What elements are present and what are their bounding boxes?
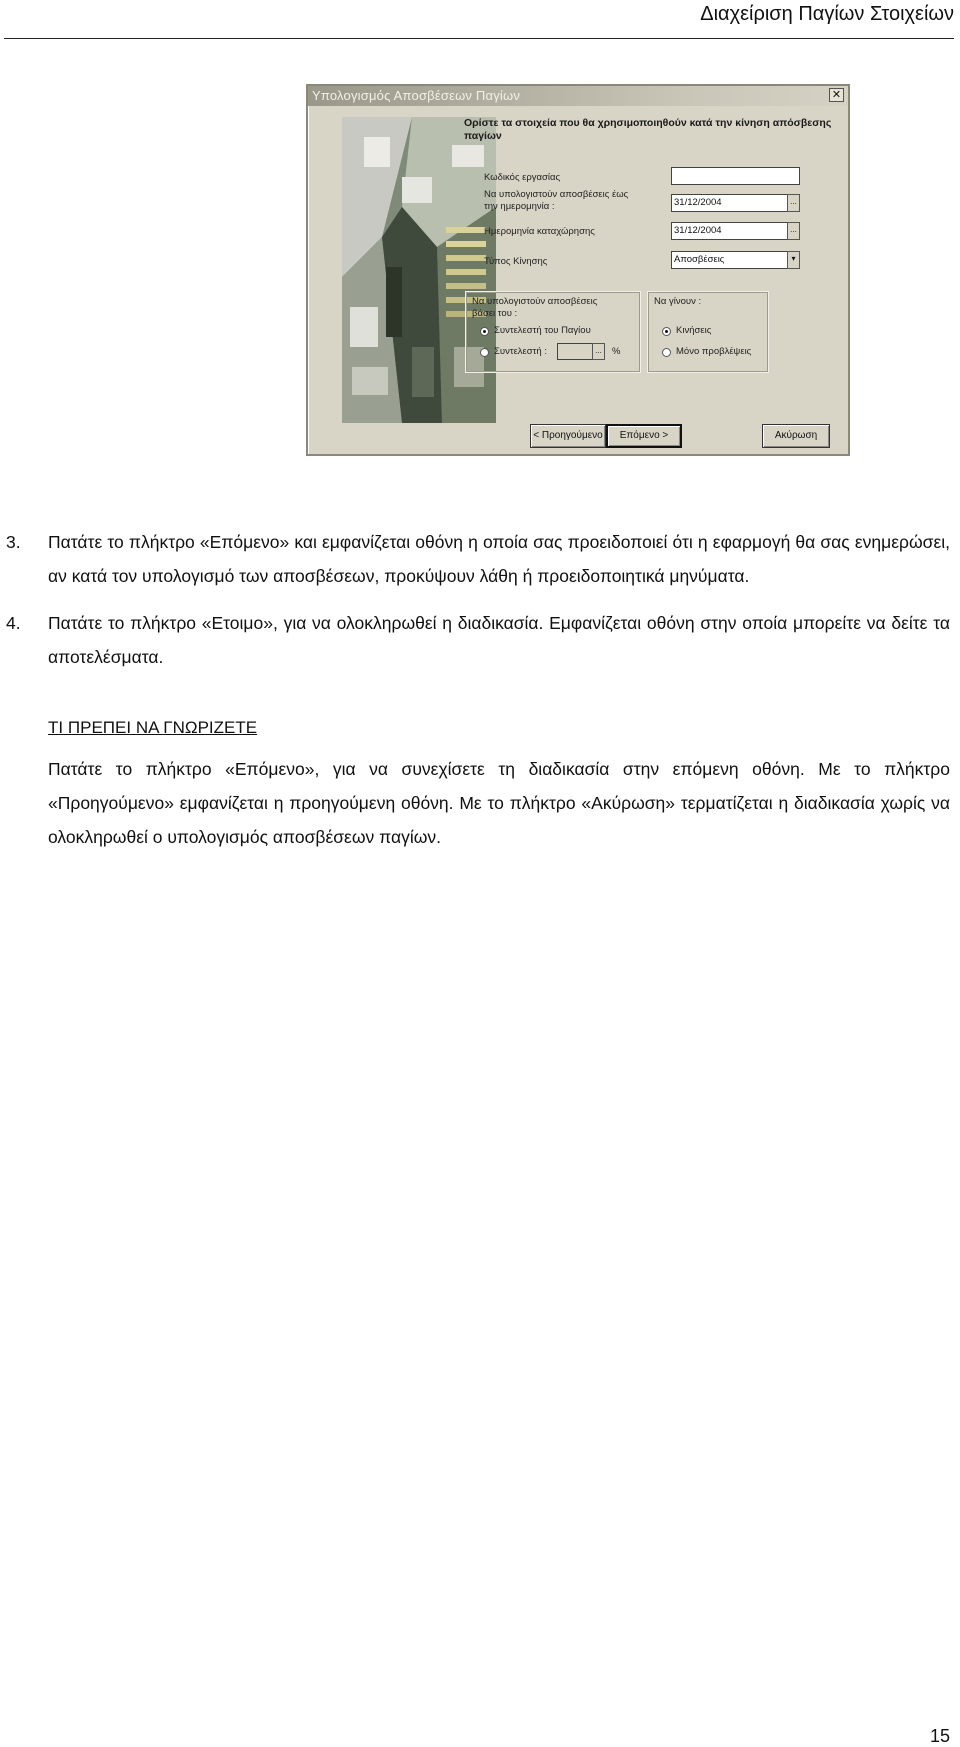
custom-rate-label: Συντελεστή :	[494, 346, 547, 357]
forecasts-only-radio[interactable]	[662, 348, 671, 357]
work-code-input[interactable]	[671, 167, 800, 185]
action-type-label: Να γίνουν :	[654, 296, 702, 307]
movement-type-label: Τύπος Κίνησης	[484, 256, 548, 267]
list-item-3	[6, 525, 950, 593]
calc-until-label: Να υπολογιστούν αποσβέσεις έως την ημερομηνία :	[484, 189, 629, 212]
list-item-number: 3.	[6, 532, 21, 552]
posting-date-field[interactable]	[671, 222, 800, 240]
dialog-title: Υπολογισμός Αποσβέσεων Παγίων	[312, 88, 521, 103]
list-item-number: 4.	[6, 613, 21, 633]
previous-button[interactable]: < Προηγούμενο	[530, 424, 606, 448]
list-item-text: Πατάτε το πλήκτρο «Επόμενο» και εμφανίζεται οθόνη η οποία σας προειδοποιεί ότι η εφαρμογή θα σας ενημερώσει, αν κατά τον υπολογισμό των αποσβέσεων, προκύψουν λάθη ή προειδοποιητικά μηνύματα.	[48, 532, 950, 586]
custom-rate-browse-button[interactable]: ...	[592, 343, 605, 360]
posting-date-browse-button[interactable]: ...	[787, 222, 800, 240]
forecasts-only-label: Μόνο προβλέψεις	[676, 346, 752, 357]
movement-type-select[interactable]	[671, 251, 800, 269]
next-button[interactable]: Επόμενο >	[606, 424, 682, 448]
movements-label: Κινήσεις	[676, 325, 712, 336]
movements-radio[interactable]	[662, 327, 671, 336]
wizard-illustration	[342, 117, 496, 423]
calculation-basis-label: Να υπολογιστούν αποσβέσεις βάσει του :	[472, 296, 598, 319]
chevron-down-icon[interactable]: ▾	[787, 251, 800, 269]
custom-rate-radio[interactable]	[480, 348, 489, 357]
running-header	[4, 0, 954, 39]
page-number: 15	[929, 1726, 950, 1746]
calc-until-value: 31/12/2004	[674, 197, 722, 208]
custom-rate-field[interactable]	[557, 343, 605, 360]
movement-type-value: Αποσβέσεις	[674, 254, 725, 265]
calculation-basis-group	[465, 291, 641, 373]
action-type-group	[647, 291, 769, 373]
posting-date-label: Ημερομηνία καταχώρησης	[484, 226, 595, 237]
posting-date-value: 31/12/2004	[674, 225, 722, 236]
cancel-button[interactable]: Ακύρωση	[762, 424, 830, 448]
depreciation-wizard-dialog	[306, 84, 850, 456]
percent-symbol: %	[612, 346, 621, 357]
calc-until-date-field[interactable]	[671, 194, 800, 212]
dialog-titlebar	[308, 86, 848, 106]
asset-rate-radio[interactable]	[480, 327, 489, 336]
note-paragraph: Πατάτε το πλήκτρο «Επόμενο», για να συνεχίσετε τη διαδικασία στην επόμενη οθόνη. Με το πλήκτρο «Προηγούμενο» εμφανίζεται η προηγούμενη οθόνη. Με το πλήκτρο «Ακύρωση» τερματίζεται η διαδικασία χωρίς να ολοκληρωθεί ο υπολογισμός αποσβέσεων παγίων.	[48, 759, 950, 847]
document-title: Διαχείριση Παγίων Στοιχείων	[700, 3, 954, 25]
list-item-text: Πατάτε το πλήκτρο «Ετοιμο», για να ολοκληρωθεί η διαδικασία. Εμφανίζεται οθόνη στην οποία μπορείτε να δείτε τα αποτελέσματα.	[48, 613, 950, 667]
calc-until-browse-button[interactable]: ...	[787, 194, 800, 212]
close-icon[interactable]: ✕	[829, 88, 844, 102]
list-item-4	[6, 606, 950, 674]
wizard-instructions: Ορίστε τα στοιχεία που θα χρησιμοποιηθούν κατά την κίνηση απόσβεσης παγίων	[464, 117, 832, 142]
work-code-label: Κωδικός εργασίας	[484, 172, 561, 183]
note-heading: ΤΙ ΠΡΕΠΕΙ ΝΑ ΓΝΩΡΙΖΕΤΕ	[48, 718, 258, 737]
asset-rate-label: Συντελεστή του Παγίου	[494, 325, 591, 336]
